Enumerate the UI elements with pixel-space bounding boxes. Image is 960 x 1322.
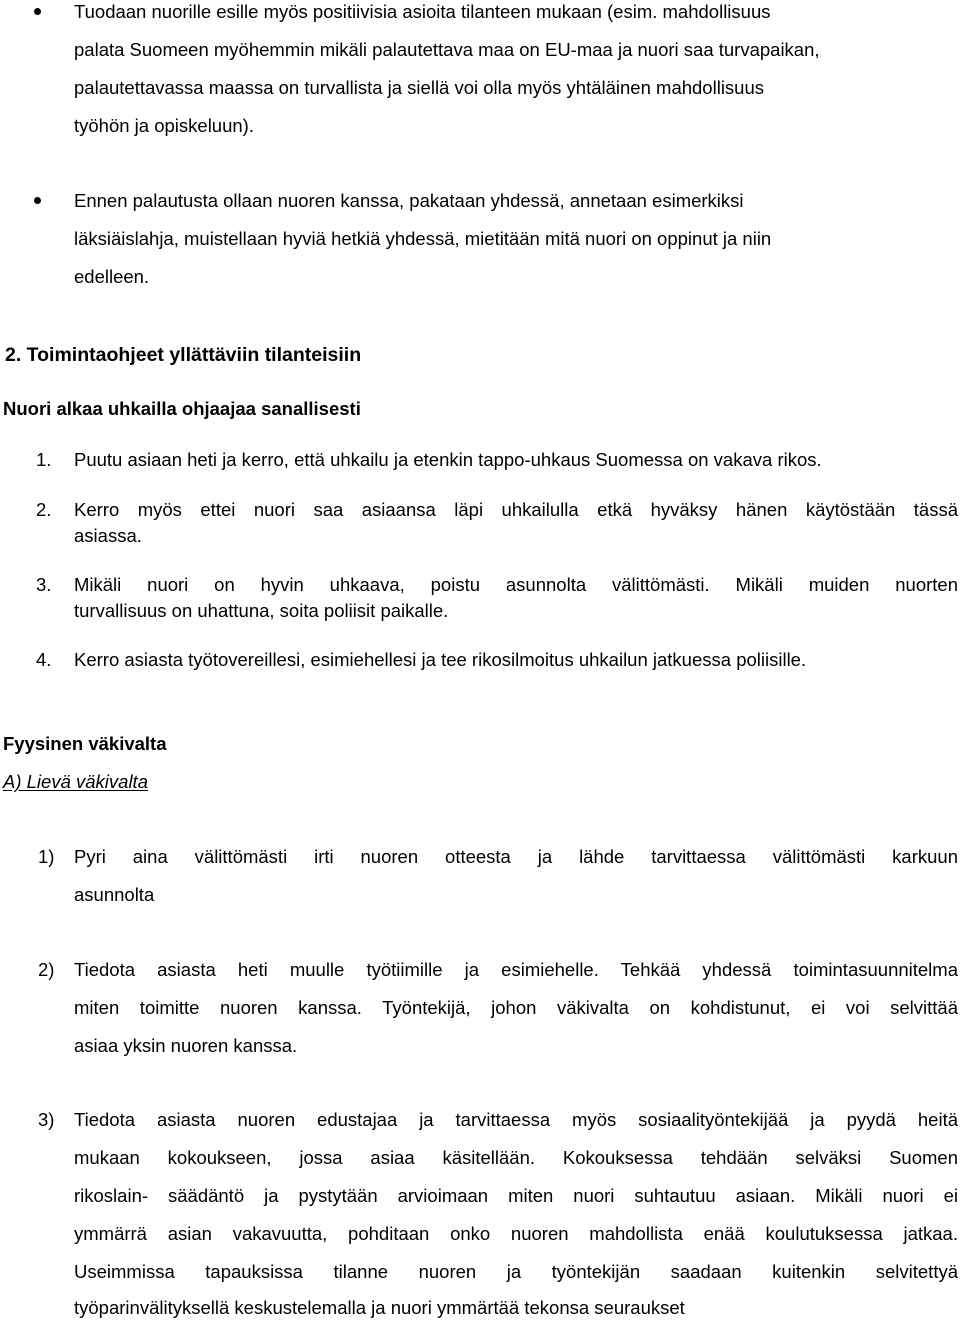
physical-item-3-line-3: rikoslain- säädäntö ja pystytään arvioimaan miten nuori suhtautuu asiaan. Mikäli nuori ei [74,1185,958,1206]
physical-item-3-line-6: työparinvälityksellä keskustelemalla ja nuori ymmärtää tekonsa seuraukset [74,1297,685,1318]
list-item-2-line-1: Kerro myös ettei nuori saa asiaansa läpi uhkailulla etkä hyväksy hänen käytöstään tässä [74,499,958,520]
physical-item-2-line-3: asiaa yksin nuoren kanssa. [74,1035,298,1056]
list-number: 4. [36,649,52,670]
bullet-1-line-4: työhön ja opiskeluun). [74,115,254,136]
list-item-3-line-1: Mikäli nuori on hyvin uhkaava, poistu asunnolta välittömästi. Mikäli muiden nuorten [74,574,958,595]
list-number: 3) [38,1109,55,1130]
physical-item-3-line-4: ymmärrä asian vakavuutta, pohditaan onko nuoren mahdollista enää koulutuksessa jatkaa. [74,1223,958,1244]
bullet-1-line-2: palata Suomeen myöhemmin mikäli palautettava maa on EU-maa ja nuori saa turvapaikan, [74,39,820,60]
physical-item-2-line-1: Tiedota asiasta heti muulle työtiimille ja esimiehelle. Tehkää yhdessä toimintasuunnitelma [74,959,958,980]
list-item-1-line-1: Puutu asiaan heti ja kerro, että uhkailu ja etenkin tappo-uhkaus Suomessa on vakava rikos. [74,449,822,470]
bullet-1-line-1: Tuodaan nuorille esille myös positiivisia asioita tilanteen mukaan (esim. mahdollisuus [74,1,771,22]
bullet-2-line-3: edelleen. [74,266,150,287]
list-item-3-line-2: turvallisuus on uhattuna, soita poliisit paikalle. [74,600,449,621]
physical-item-3-line-5: Useimmissa tapauksissa tilanne nuoren ja työntekijän saadaan kuitenkin selvitettyä [74,1261,958,1282]
bullet-2-line-1: Ennen palautusta ollaan nuoren kanssa, pakataan yhdessä, annetaan esimerkiksi [74,190,744,211]
physical-item-2-line-2: miten toimitte nuoren kanssa. Työntekijä, johon väkivalta on kohdistunut, ei voi selvittää [74,997,958,1018]
list-number: 1. [36,449,52,470]
list-number: 3. [36,574,52,595]
section-heading: 2. Toimintaohjeet yllättäviin tilanteisiin [5,344,362,366]
list-number: 2. [36,499,52,520]
list-item-4-line-1: Kerro asiasta työtovereillesi, esimiehellesi ja tee rikosilmoitus uhkailun jatkuessa poliisille. [74,649,807,670]
physical-item-3-line-2: mukaan kokoukseen, jossa asiaa käsitellään. Kokouksessa tehdään selväksi Suomen [74,1147,958,1168]
physical-heading: Fyysinen väkivalta [3,733,167,754]
section-subheading: Nuori alkaa uhkailla ohjaajaa sanallisesti [3,398,361,419]
list-item-2-line-2: asiassa. [74,525,142,546]
bullet-icon [34,8,41,15]
physical-subheading: A) Lievä väkivalta [3,771,148,792]
list-number: 2) [38,959,55,980]
list-number: 1) [38,846,55,867]
bullet-icon [34,197,41,204]
bullet-1-line-3: palautettavassa maassa on turvallista ja siellä voi olla myös yhtäläinen mahdollisuus [74,77,765,98]
physical-item-1-line-1: Pyri aina välittömästi irti nuoren otteesta ja lähde tarvittaessa välittömästi karkuun [74,846,958,867]
bullet-2-line-2: läksiäislahja, muistellaan hyviä hetkiä yhdessä, mietitään mitä nuori on oppinut ja niin [74,228,772,249]
physical-item-3-line-1: Tiedota asiasta nuoren edustajaa ja tarvittaessa myös sosiaalityöntekijää ja pyydä heitä [74,1109,958,1130]
physical-item-1-line-2: asunnolta [74,884,155,905]
